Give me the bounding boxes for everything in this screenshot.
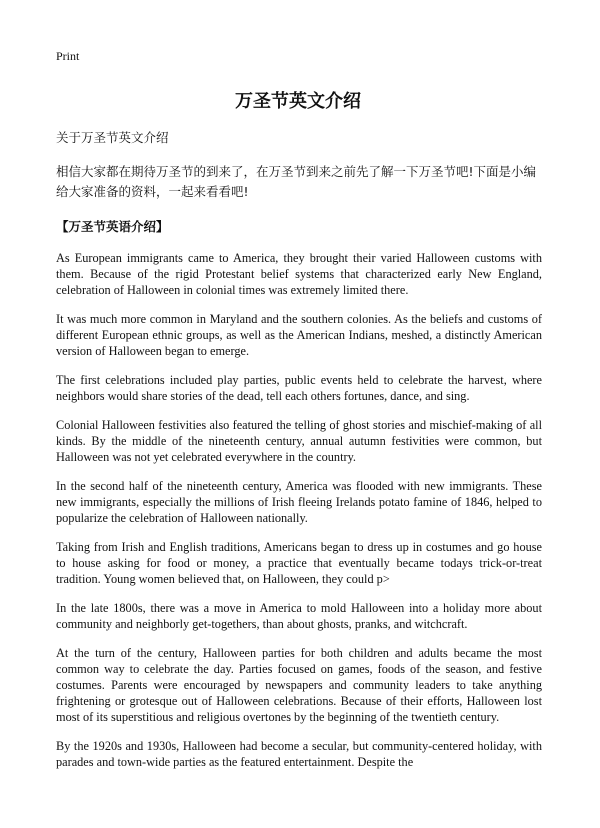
article-paragraph: In the late 1800s, there was a move in America to mold Halloween into a holiday more about community and neighborly get-togethers, than about ghosts, pranks, and witchcraft. [56, 601, 542, 631]
article-body [56, 250, 540, 770]
article-paragraph: The first celebrations included play parties, public events held to celebrate the harvest, where neighbors would share stories of the dead, tell each others fortunes, dance, and sing. [56, 373, 542, 403]
article-paragraph: It was much more common in Maryland and the southern colonies. As the beliefs and customs of different European ethnic groups, as well as the American Indians, meshed, a distinctly American version of Halloween began to emerge. [56, 312, 542, 358]
article-paragraph: In the second half of the nineteenth century, America was flooded with new immigrants. These new immigrants, especially the millions of Irish fleeing Irelands potato famine of 1846, helped to popularize the celebration of Halloween nationally. [56, 479, 542, 525]
article-paragraph: Colonial Halloween festivities also featured the telling of ghost stories and mischief-making of all kinds. By the middle of the nineteenth century, annual autumn festivities were common, but Halloween was not yet celebrated everywhere in the country. [56, 418, 542, 464]
article-paragraph: As European immigrants came to America, they brought their varied Halloween customs with them. Because of the rigid Protestant belief systems that characterized early New England, celebration of Halloween in colonial times was extremely limited there. [56, 251, 542, 297]
article-paragraph: Taking from Irish and English traditions, Americans began to dress up in costumes and go house to house asking for food or money, a practice that eventually became todays trick-or-treat tradition. Young women believed that, on Halloween, they could p> [56, 540, 542, 586]
article-paragraph: At the turn of the century, Halloween parties for both children and adults became the most common way to celebrate the day. Parties focused on games, foods of the season, and festive costumes. Parents were encouraged by newspapers and community leaders to take anything frightening or grotesque out of Halloween celebrations. Because of their efforts, Halloween lost most of its superstitious and religious overtones by the beginning of the twentieth century. [56, 646, 542, 724]
section-heading: 【万圣节英语介绍】 [56, 219, 169, 234]
document-subtitle: 关于万圣节英文介绍 [56, 130, 169, 145]
print-link[interactable]: Print [56, 49, 80, 63]
page-title: 万圣节英文介绍 [235, 91, 361, 112]
article-paragraph: By the 1920s and 1930s, Halloween had become a secular, but community-centered holiday, with parades and town-wide parties as the featured entertainment. Despite the [56, 739, 542, 769]
intro-paragraph: 相信大家都在期待万圣节的到来了，在万圣节到来之前先了解一下万圣节吧!下面是小编给大家准备的资料，一起来看看吧! [56, 164, 537, 199]
